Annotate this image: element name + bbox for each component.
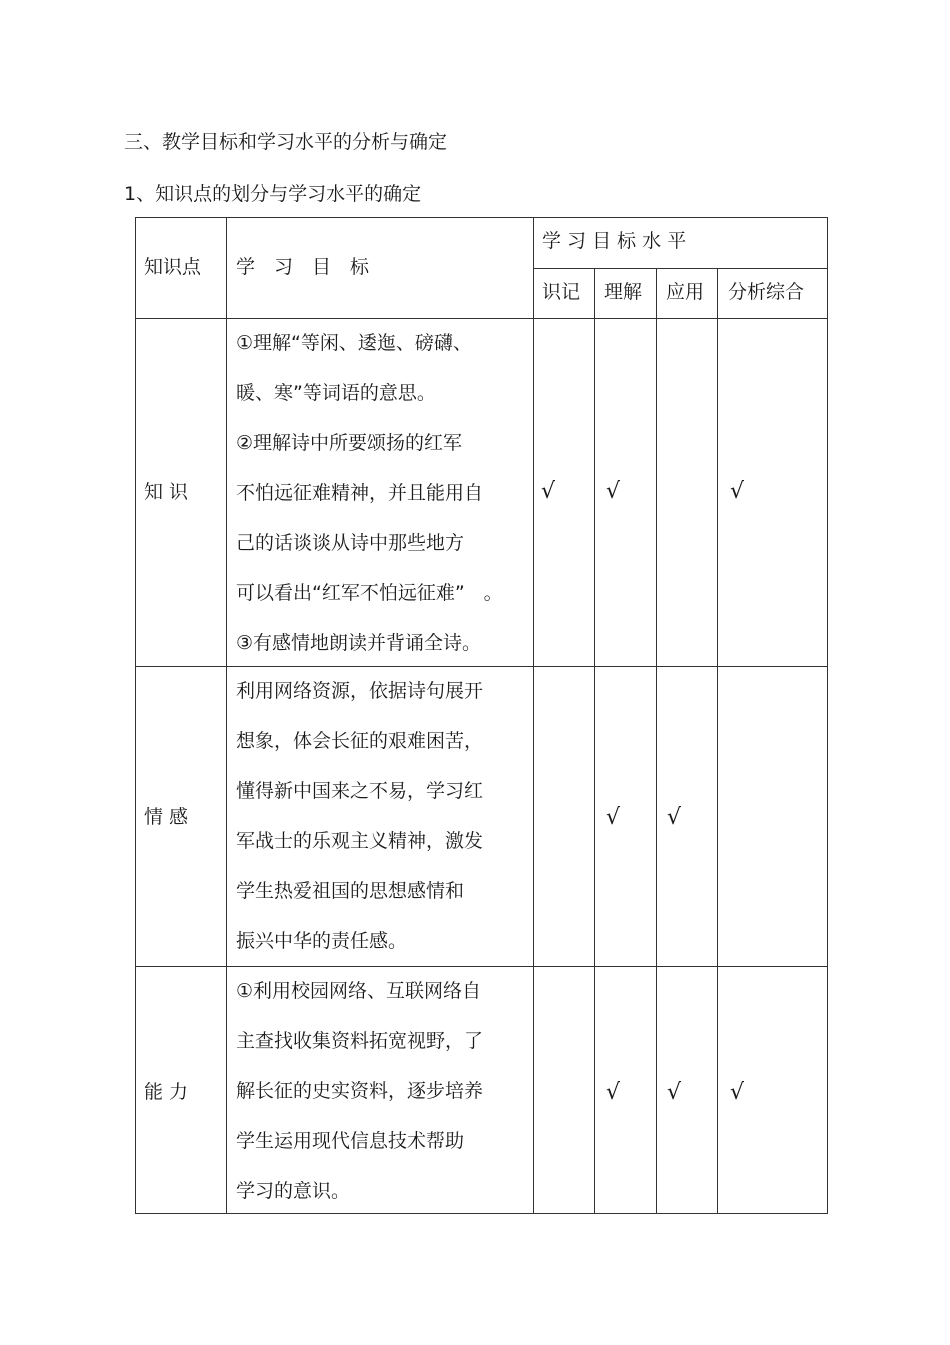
goal-cell-knowledge <box>236 318 536 668</box>
header-level-recall: 识记 <box>542 281 581 303</box>
check-mark: √ <box>667 805 682 830</box>
header-knowledge-point: 知识点 <box>144 256 202 278</box>
goal-line: 利用网络资源，依据诗句展开 <box>236 680 484 702</box>
goal-line: 解长征的史实资料，逐步培养 <box>236 1080 484 1102</box>
sub-heading: 1、知识点的划分与学习水平的确定 <box>124 183 422 205</box>
column-divider <box>656 268 657 1214</box>
check-mark: √ <box>606 805 621 830</box>
goal-line: 学习的意识。 <box>236 1180 351 1202</box>
goal-line: ①利用校园网络、互联网络自 <box>236 980 482 1002</box>
column-divider <box>226 218 227 1214</box>
goal-line: ①理解“等闲、逶迤、磅礴、 <box>236 332 472 354</box>
goal-line: ③有感情地朗读并背诵全诗。 <box>236 632 482 654</box>
check-mark: √ <box>730 1080 745 1105</box>
header-level-apply: 应用 <box>666 281 705 303</box>
goal-line: 可以看出“红军不怕远征难” 。 <box>236 582 503 604</box>
goal-line: 暖、寒”等词语的意思。 <box>236 382 436 404</box>
goal-line: 不怕远征难精神，并且能用自 <box>236 482 484 504</box>
check-mark: √ <box>730 479 745 504</box>
goal-line: 己的话谈谈从诗中那些地方 <box>236 532 465 554</box>
column-divider <box>594 268 595 1214</box>
goal-line: 军战士的乐观主义精神，激发 <box>236 830 484 852</box>
goal-line: 懂得新中国来之不易，学习红 <box>236 780 484 802</box>
row-label-ability: 能 力 <box>144 1081 189 1103</box>
learning-level-table <box>135 217 828 1214</box>
header-level-understand: 理解 <box>604 281 643 303</box>
header-learning-goal: 学 习 目 标 <box>236 256 370 278</box>
header-level-group: 学 习 目 标 水 平 <box>542 230 687 252</box>
goal-line: 想象，体会长征的艰难困苦， <box>236 730 484 752</box>
check-mark: √ <box>606 479 621 504</box>
check-mark: √ <box>606 1080 621 1105</box>
header-level-analyze: 分析综合 <box>728 281 805 303</box>
check-mark: √ <box>541 479 556 504</box>
goal-line: 学生热爱祖国的思想感情和 <box>236 880 465 902</box>
goal-line: ②理解诗中所要颂扬的红军 <box>236 432 463 454</box>
goal-cell-ability <box>236 966 536 1216</box>
row-label-knowledge: 知 识 <box>144 481 189 503</box>
row-label-emotion: 情 感 <box>144 806 189 828</box>
section-heading: 三、教学目标和学习水平的分析与确定 <box>124 131 448 153</box>
goal-line: 学生运用现代信息技术帮助 <box>236 1130 465 1152</box>
row-divider <box>533 268 828 269</box>
check-mark: √ <box>667 1080 682 1105</box>
goal-line: 振兴中华的责任感。 <box>236 930 408 952</box>
goal-cell-emotion <box>236 666 536 966</box>
column-divider <box>717 268 718 1214</box>
goal-line: 主查找收集资料拓宽视野，了 <box>236 1030 484 1052</box>
